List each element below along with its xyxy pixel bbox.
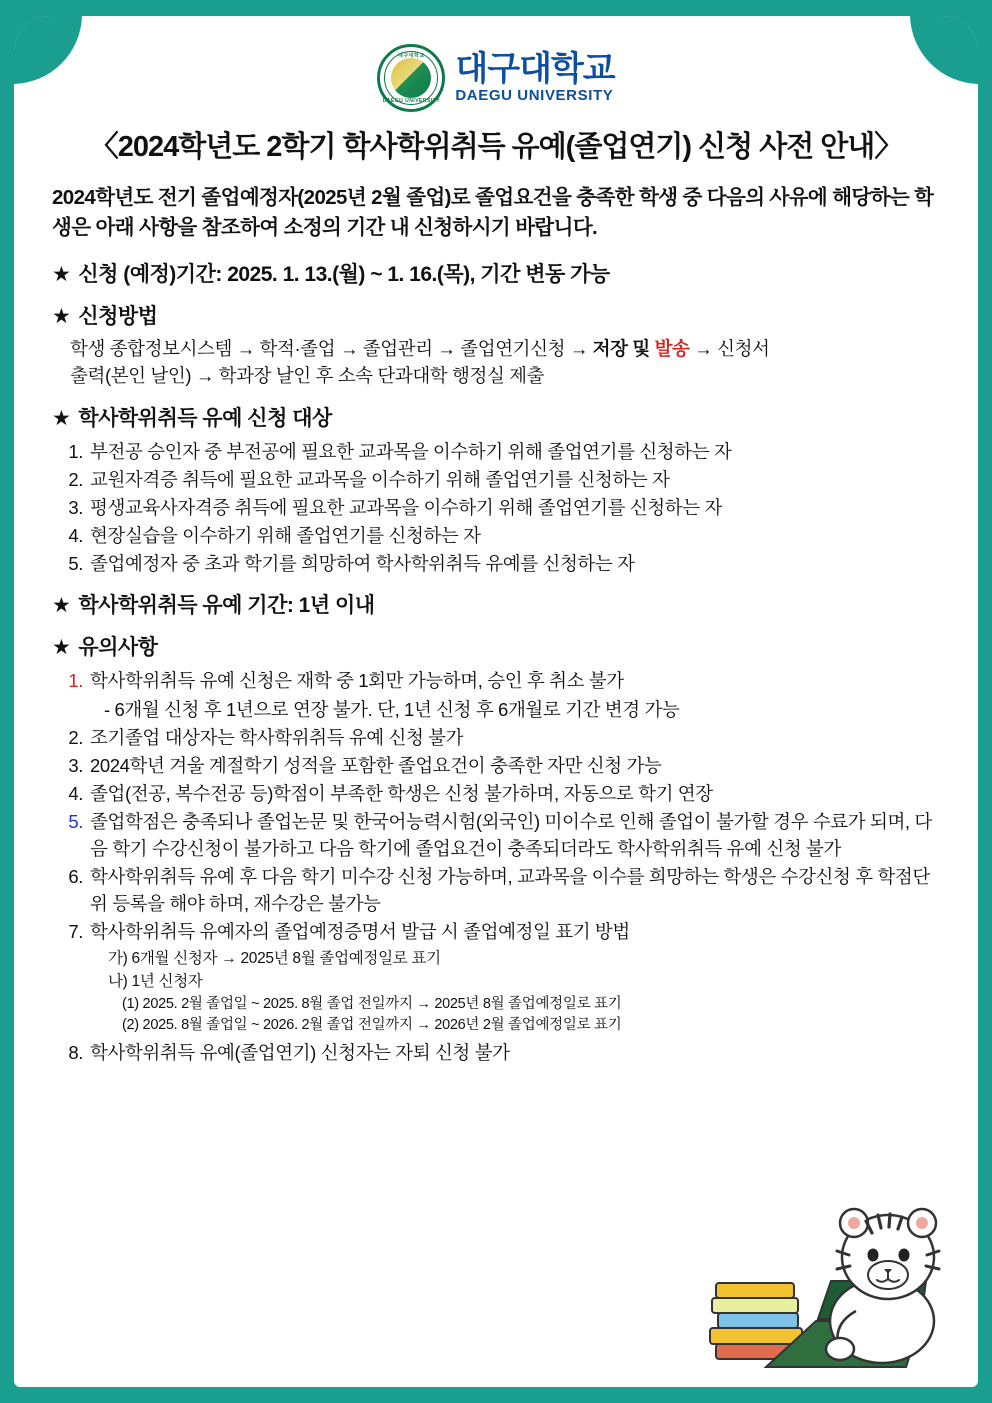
star-icon: ★ (52, 305, 71, 329)
list-item (48, 1039, 944, 1066)
poster-paper (14, 16, 978, 1387)
section-heading-notes-text: 유의사항 (78, 636, 158, 660)
list-item-label: 졸업학점은 충족되나 졸업논문 및 한국어능력시험(외국인) 미이수로 인해 졸업이 불가할 경우 수료가 되며, 다음 학기 수강신청이 불가하고 다음 학기에 졸업요건이 충족되더라도 학사학위취득 유예 신청 불가 (90, 811, 932, 860)
list-item-number: 5. (68, 811, 83, 833)
section-eligible-targets (48, 402, 944, 577)
list-item-label: 졸업예정자 중 초과 학기를 희망하여 학사학위취득 유예를 신청하는 자 (90, 553, 635, 575)
list-item-label: 교원자격증 취득에 필요한 교과목을 이수하기 위해 졸업연기를 신청하는 자 (90, 469, 670, 491)
method-steps (70, 336, 944, 390)
list-item-number: 3. (68, 497, 83, 519)
list-item (48, 724, 944, 751)
intro-paragraph: 2024학년도 전기 졸업예정자(2025년 2월 졸업)로 졸업요건을 충족한 학생 중 다음의 사유에 해당하는 학생은 아래 사항을 참조하여 소정의 기간 내 신청하시기 바랍니다. (52, 186, 934, 239)
list-item (48, 667, 944, 694)
list-item-number: 2. (68, 727, 83, 749)
section-heading-duration-text: 학사학위취득 유예 기간: 1년 이내 (78, 594, 375, 618)
list-item-label: 부전공 승인자 중 부전공에 필요한 교과목을 이수하기 위해 졸업연기를 신청하는 자 (90, 441, 732, 463)
section-application-period (48, 258, 944, 288)
list-item-number: 5. (68, 553, 83, 575)
list-item-number: 2. (68, 469, 83, 491)
list-item (48, 438, 944, 465)
list-item (48, 863, 944, 917)
targets-list (48, 438, 944, 577)
section-deferral-duration (48, 589, 944, 619)
section-heading-targets-text: 학사학위취득 유예 신청 대상 (78, 407, 332, 431)
list-item-number: 1. (68, 441, 83, 463)
section-heading-notes (52, 631, 944, 661)
list-item-number: 3. (68, 755, 83, 777)
list-item-number: 8. (68, 1042, 83, 1064)
list-item (48, 752, 944, 779)
seal-bottom-text: DAEGU UNIVERSITY (382, 98, 441, 104)
list-item-number: 4. (68, 525, 83, 547)
list-item (48, 466, 944, 493)
method-step-save: 저장 및 (592, 338, 655, 360)
section-heading-period (52, 258, 944, 288)
list-item (48, 780, 944, 807)
list-item-label: 평생교육사자격증 취득에 필요한 교과목을 이수하기 위해 졸업연기를 신청하는 자 (90, 497, 722, 519)
sub-sub-list-item: (2) 2025. 8월 졸업일 ~ 2026. 2월 졸업 전일까지 → 2026년 2월 졸업예정일로 표기 (122, 1017, 622, 1034)
notes-sub-list (108, 947, 944, 1037)
list-item (48, 522, 944, 549)
sub-list-item: 가) 6개월 신청자 → 2025년 8월 졸업예정일로 표기 (108, 950, 441, 968)
list-item-label: 2024학년 겨울 계절학기 성적을 포함한 졸업요건이 충족한 자만 신청 가능 (90, 755, 662, 777)
section-heading-period-text: 신청 (예정)기간: 2025. 1. 13.(월) ~ 1. 16.(목), 기간 변동 가능 (78, 263, 610, 287)
tiger-mascot-illustration (706, 1171, 956, 1381)
star-icon: ★ (52, 636, 71, 660)
notes-dash-note: - 6개월 신청 후 1년으로 연장 불가. 단, 1년 신청 후 6개월로 기간 변경 가능 (104, 699, 680, 721)
method-step-form: → 신청서 (689, 338, 770, 360)
university-name-en: DAEGU UNIVERSITY (455, 86, 614, 104)
section-heading-method (52, 300, 944, 330)
list-item-label: 학사학위취득 유예(졸업연기) 신청자는 자퇴 신청 불가 (90, 1042, 510, 1064)
list-item-number: 1. (68, 670, 83, 692)
method-step-line2: 출력(본인 날인) → 학과장 날인 후 소속 단과대학 행정실 제출 (70, 365, 545, 387)
seal-top-text: 대구대학교 (398, 53, 425, 59)
section-application-method (48, 300, 944, 390)
section-notes (48, 631, 944, 1066)
notes-list-continued (48, 724, 944, 945)
list-item-number: 6. (68, 866, 83, 888)
method-step-path: 학생 종합정보시스템 → 학적·졸업 → 졸업관리 → 졸업연기신청 → (70, 338, 593, 360)
university-logo (48, 44, 944, 112)
star-icon: ★ (52, 407, 71, 431)
list-item-label: 학사학위취득 유예 후 다음 학기 미수강 신청 가능하며, 교과목을 이수를 희망하는 학생은 수강신청 후 학점단위 등록을 해야 하며, 재수강은 불가능 (90, 866, 930, 915)
list-item (48, 918, 944, 945)
section-heading-targets (52, 402, 944, 432)
list-item-number: 7. (68, 921, 83, 943)
sub-list-item: 나) 1년 신청자 (108, 973, 203, 991)
sub-sub-list-item: (1) 2025. 2월 졸업일 ~ 2025. 8월 졸업 전일까지 → 2025년 8월 졸업예정일로 표기 (122, 995, 622, 1012)
star-icon: ★ (52, 263, 71, 287)
star-icon: ★ (52, 594, 71, 618)
method-step-send: 발송 (654, 338, 690, 360)
university-name-ko: 대구대학교 (455, 50, 615, 89)
section-heading-method-text: 신청방법 (78, 305, 158, 329)
list-item (48, 494, 944, 521)
list-item (48, 550, 944, 577)
list-item (48, 808, 944, 862)
list-item-label: 조기졸업 대상자는 학사학위취득 유예 신청 불가 (90, 727, 464, 749)
university-seal-icon (377, 44, 445, 112)
list-item-label: 학사학위취득 유예 신청은 재학 중 1회만 가능하며, 승인 후 취소 불가 (90, 670, 624, 692)
list-item-label: 학사학위취득 유예자의 졸업예정증명서 발급 시 졸업예정일 표기 방법 (90, 921, 630, 943)
list-item-label: 졸업(전공, 복수전공 등)학점이 부족한 학생은 신청 불가하며, 자동으로 학기 연장 (90, 783, 713, 805)
list-item-number: 4. (68, 783, 83, 805)
notes-list (48, 667, 944, 694)
section-heading-duration (52, 589, 944, 619)
notes-list-final (48, 1039, 944, 1066)
list-item-label: 현장실습을 이수하기 위해 졸업연기를 신청하는 자 (90, 525, 481, 547)
page-title: 〈2024학년도 2학기 학사학위취득 유예(졸업연기) 신청 사전 안내〉 (89, 131, 903, 163)
